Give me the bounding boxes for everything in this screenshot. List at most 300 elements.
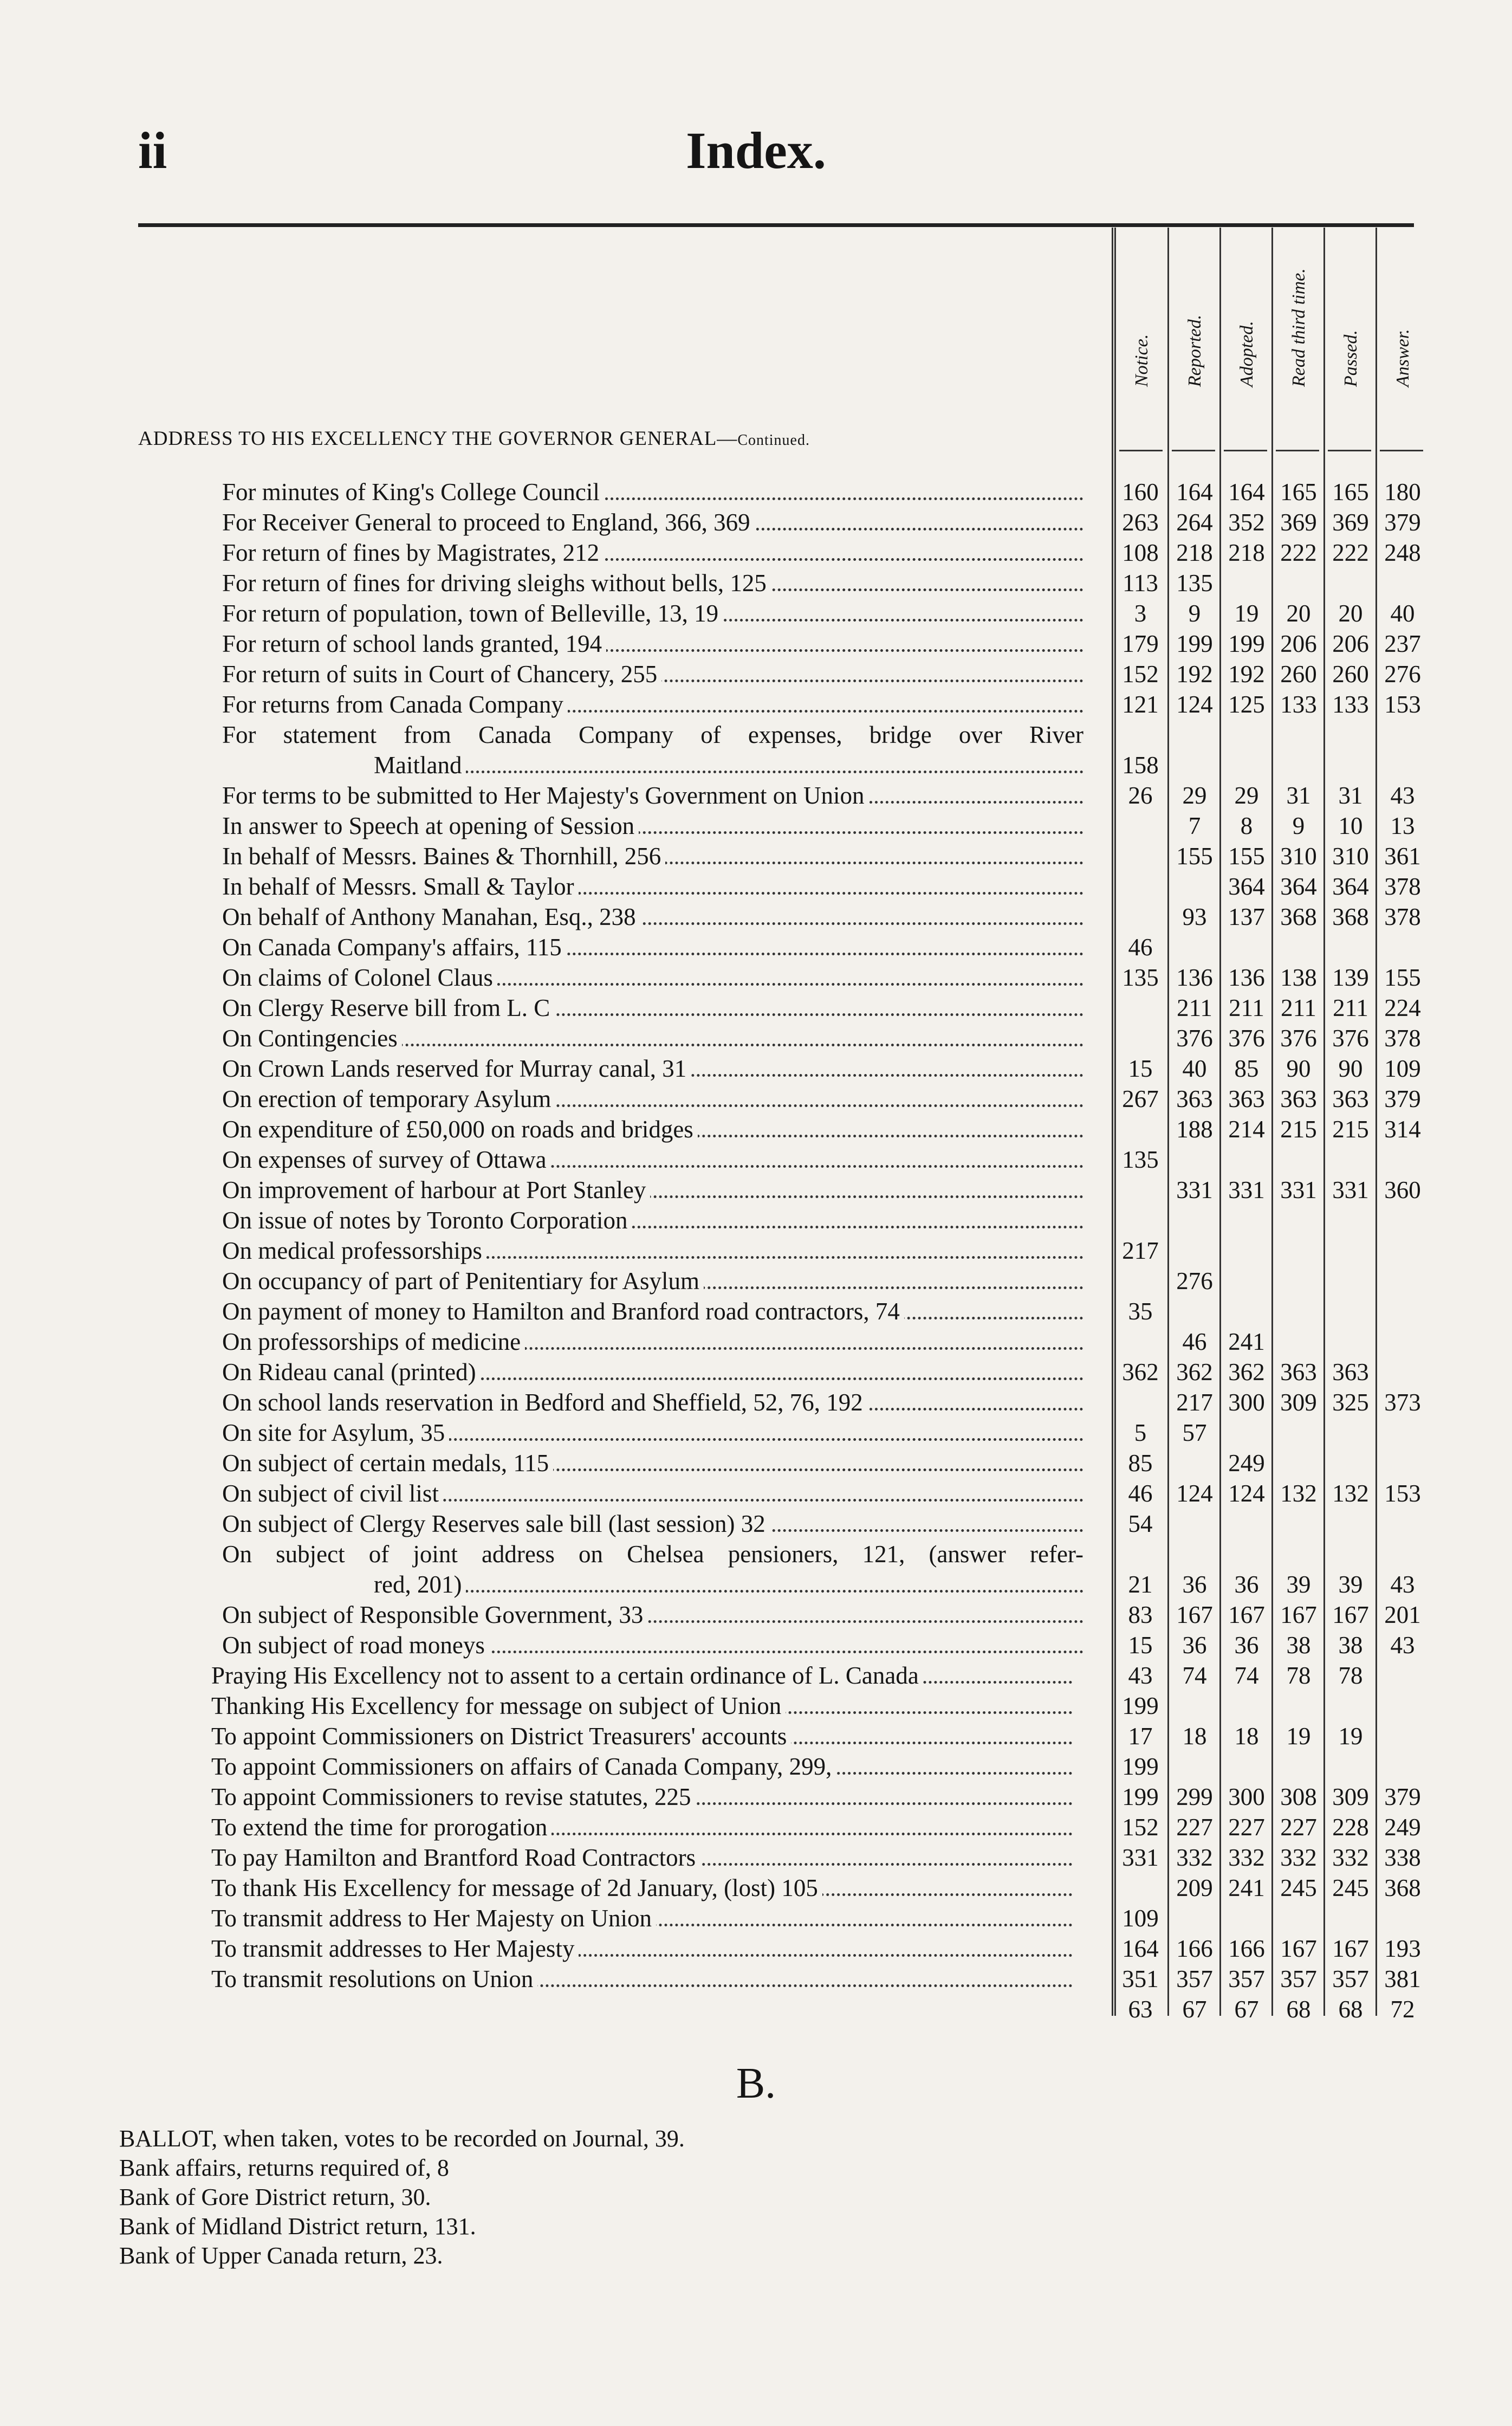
section-b-heading: B. — [736, 2060, 776, 2107]
page-ref-cell: 136 — [1176, 964, 1213, 991]
entry-text: For return of population, town of Belleville, 13, 19 — [222, 600, 723, 627]
table-row — [0, 1903, 1512, 1933]
page-ref-cell: 36 — [1182, 1571, 1207, 1598]
page-ref-cell: 363 — [1332, 1358, 1369, 1386]
page-ref-cell: 29 — [1234, 782, 1259, 809]
entry-description — [222, 841, 1083, 871]
page-ref-cell: 260 — [1280, 661, 1317, 688]
page-ref-cell: 379 — [1384, 509, 1421, 536]
page-ref-cell: 5 — [1134, 1419, 1147, 1446]
page-ref-cell: 241 — [1228, 1874, 1265, 1901]
page-ref-cell: 124 — [1176, 1480, 1213, 1507]
page-ref-cell: 36 — [1234, 1632, 1259, 1659]
page-ref-cell: 224 — [1384, 994, 1421, 1021]
entry-description — [211, 1751, 1073, 1782]
page-ref-cell: 68 — [1286, 1996, 1311, 2023]
page-ref-cell: 376 — [1280, 1025, 1317, 1052]
page-ref-cell: 78 — [1286, 1662, 1311, 1689]
entry-text: To appoint Commissioners on affairs of Canada Company, 299, — [211, 1753, 836, 1780]
page-ref-cell: 325 — [1332, 1389, 1369, 1416]
page-ref-cell: 215 — [1280, 1116, 1317, 1143]
page-ref-cell: 363 — [1228, 1085, 1265, 1112]
table-row — [0, 1084, 1512, 1114]
table-row — [0, 1478, 1512, 1509]
entry-description — [222, 598, 1083, 629]
page-ref-cell: 276 — [1176, 1267, 1213, 1295]
entry-text: To transmit resolutions on Union — [211, 1965, 537, 1992]
page-ref-cell: 368 — [1384, 1874, 1421, 1901]
table-row — [0, 1327, 1512, 1357]
page-ref-cell: 167 — [1280, 1601, 1317, 1628]
entry-text: On expenditure of £50,000 on roads and bridges — [222, 1116, 698, 1143]
section-continued: Continued. — [737, 432, 810, 449]
page-ref-cell: 39 — [1286, 1571, 1311, 1598]
page-ref-cell: 376 — [1228, 1025, 1265, 1052]
entry-description — [222, 811, 1083, 841]
page-ref-cell: 199 — [1122, 1753, 1159, 1780]
page-ref-cell: 214 — [1228, 1116, 1265, 1143]
table-row — [0, 1053, 1512, 1084]
page-ref-cell: 21 — [1128, 1571, 1153, 1598]
page-ref-cell: 83 — [1128, 1601, 1153, 1628]
page-ref-cell: 206 — [1332, 630, 1369, 657]
column-header-passed: Passed. — [1341, 330, 1361, 387]
entry-text: Thanking His Excellency for message on subject of Union — [211, 1692, 786, 1719]
entry-description — [222, 1235, 1083, 1266]
page-ref-cell: 135 — [1122, 1146, 1159, 1173]
table-row — [0, 507, 1512, 538]
page-ref-cell: 357 — [1332, 1965, 1369, 1992]
page-ref-cell: 300 — [1228, 1783, 1265, 1810]
page-ref-cell: 15 — [1128, 1055, 1153, 1082]
page-ref-cell: 135 — [1176, 570, 1213, 597]
table-row — [0, 538, 1512, 568]
page-ref-cell: 54 — [1128, 1510, 1153, 1537]
page-ref-cell: 133 — [1280, 691, 1317, 718]
page-ref-cell: 245 — [1280, 1874, 1317, 1901]
table-row — [0, 1175, 1512, 1205]
page-ref-cell: 3 — [1134, 600, 1147, 627]
table-row — [0, 1964, 1512, 1994]
page-ref-cell: 90 — [1338, 1055, 1363, 1082]
page-ref-cell: 113 — [1122, 570, 1158, 597]
page-ref-cell: 364 — [1280, 873, 1317, 900]
table-row — [0, 1114, 1512, 1144]
page-ref-cell: 63 — [1128, 1996, 1153, 2023]
page-ref-cell: 155 — [1176, 843, 1213, 870]
page-ref-cell: 222 — [1332, 539, 1369, 566]
page-ref-cell: 332 — [1176, 1844, 1213, 1871]
page-ref-cell: 38 — [1338, 1632, 1363, 1659]
page-ref-cell: 338 — [1384, 1844, 1421, 1871]
page-ref-cell: 57 — [1182, 1419, 1207, 1446]
page-ref-cell: 46 — [1128, 1480, 1153, 1507]
table-row — [0, 811, 1512, 841]
page-ref-cell: 165 — [1332, 478, 1369, 506]
page-ref-cell: 166 — [1228, 1935, 1265, 1962]
page-ref-cell: 363 — [1280, 1358, 1317, 1386]
entry-text: To transmit address to Her Majesty on Union — [211, 1905, 656, 1932]
entry-description — [222, 568, 1083, 598]
entry-text: On subject of road moneys — [222, 1632, 489, 1659]
entry-description — [222, 1114, 1083, 1144]
page-ref-cell: 36 — [1234, 1571, 1259, 1598]
page-ref-cell: 93 — [1182, 903, 1207, 930]
column-header-answer: Answer. — [1393, 329, 1413, 387]
table-row — [0, 689, 1512, 720]
page-ref-cell: 13 — [1390, 812, 1415, 839]
entry-description — [222, 507, 1083, 538]
table-row — [0, 1296, 1512, 1327]
page-ref-cell: 167 — [1176, 1601, 1213, 1628]
page-ref-cell: 373 — [1384, 1389, 1421, 1416]
table-row — [0, 598, 1512, 629]
table-row — [0, 1509, 1512, 1539]
page-ref-cell: 199 — [1122, 1692, 1159, 1719]
page-ref-cell: 125 — [1228, 691, 1265, 718]
page-ref-cell: 74 — [1182, 1662, 1207, 1689]
page-ref-cell: 67 — [1182, 1996, 1207, 2023]
page-ref-cell: 18 — [1234, 1723, 1259, 1750]
page-ref-cell: 227 — [1176, 1814, 1213, 1841]
entry-description — [222, 993, 1083, 1023]
page-ref-cell: 68 — [1338, 1996, 1363, 2023]
page-ref-cell: 18 — [1182, 1723, 1207, 1750]
page-ref-cell: 160 — [1122, 478, 1159, 506]
page-ref-cell: 308 — [1280, 1783, 1317, 1810]
page-ref-cell: 19 — [1234, 600, 1259, 627]
page-ref-cell: 363 — [1280, 1085, 1317, 1112]
entry-text: In behalf of Messrs. Baines & Thornhill, 256 — [222, 843, 665, 870]
page-ref-cell: 166 — [1176, 1935, 1213, 1962]
page-ref-cell: 10 — [1338, 812, 1363, 839]
table-row — [0, 568, 1512, 598]
table-row — [0, 1842, 1512, 1873]
entry-description — [211, 1873, 1073, 1903]
table-row — [0, 780, 1512, 811]
entry-description — [222, 1084, 1083, 1114]
page-ref-cell: 9 — [1188, 600, 1201, 627]
page-ref-cell: 310 — [1280, 843, 1317, 870]
page-ref-cell: 85 — [1234, 1055, 1259, 1082]
table-row — [0, 1782, 1512, 1812]
section-title: ADDRESS TO HIS EXCELLENCY THE GOVERNOR GENERAL— — [138, 428, 738, 450]
entry-description — [222, 1023, 1083, 1053]
page-ref-cell: 357 — [1228, 1965, 1265, 1992]
page-ref-cell: 155 — [1384, 964, 1421, 991]
entry-description — [211, 1964, 1073, 1994]
entry-description — [222, 1296, 1083, 1327]
page-ref-cell: 85 — [1128, 1450, 1153, 1477]
page-ref-cell: 263 — [1122, 509, 1159, 536]
page-ref-cell: 217 — [1122, 1237, 1159, 1264]
entry-text: On professorships of medicine — [222, 1328, 525, 1355]
entry-description — [222, 538, 1083, 568]
page-ref-cell: 211 — [1177, 994, 1212, 1021]
table-row — [0, 1751, 1512, 1782]
page-ref-cell: 331 — [1176, 1176, 1213, 1204]
entry-text: For statement from Canada Company of expenses, bridge over River — [222, 721, 1083, 748]
page-ref-cell: 164 — [1228, 478, 1265, 506]
entry-description — [222, 1144, 1083, 1175]
table-row — [0, 1235, 1512, 1266]
entry-description — [222, 1630, 1083, 1660]
page-ref-cell: 20 — [1286, 600, 1311, 627]
page-ref-cell: 121 — [1122, 691, 1159, 718]
page-ref-cell: 158 — [1122, 752, 1159, 779]
table-row — [0, 1023, 1512, 1053]
table-row — [0, 1600, 1512, 1630]
column-header-adopted: Adopted. — [1237, 321, 1257, 387]
entry-text: On payment of money to Hamilton and Branford road contractors, 74 — [222, 1298, 904, 1325]
page-ref-cell: 332 — [1332, 1844, 1369, 1871]
entry-text: In behalf of Messrs. Small & Taylor — [222, 873, 579, 900]
page-ref-cell: 132 — [1332, 1480, 1369, 1507]
page-ref-cell: 264 — [1176, 509, 1213, 536]
page-ref-cell: 15 — [1128, 1632, 1153, 1659]
page-ref-cell: 227 — [1228, 1814, 1265, 1841]
entry-text: For return of suits in Court of Chancery, 255 — [222, 661, 661, 688]
entry-text-continuation: red, 201) — [374, 1571, 466, 1598]
entry-description — [222, 1600, 1083, 1630]
page-ref-cell: 35 — [1128, 1298, 1153, 1325]
table-row — [0, 841, 1512, 871]
page-ref-cell: 364 — [1332, 873, 1369, 900]
table-row — [0, 629, 1512, 659]
page-ref-cell: 139 — [1332, 964, 1369, 991]
page-ref-cell: 9 — [1292, 812, 1305, 839]
entry-text: On site for Asylum, 35 — [222, 1419, 449, 1446]
entry-text: For Receiver General to proceed to England, 366, 369 — [222, 509, 755, 536]
table-row — [0, 1933, 1512, 1964]
page-ref-cell: 138 — [1280, 964, 1317, 991]
page-ref-cell: 209 — [1176, 1874, 1213, 1901]
list-item: Bank affairs, returns required of, 8 — [119, 2155, 449, 2181]
entry-text: For return of school lands granted, 194 — [222, 630, 606, 657]
page-ref-cell: 43 — [1390, 1632, 1415, 1659]
page-ref-cell: 378 — [1384, 1025, 1421, 1052]
page-ref-cell: 362 — [1122, 1358, 1159, 1386]
page-ref-cell: 153 — [1384, 1480, 1421, 1507]
entry-description — [222, 659, 1083, 689]
page-ref-cell: 39 — [1338, 1571, 1363, 1598]
page-ref-cell: 153 — [1384, 691, 1421, 718]
page-ref-cell: 217 — [1176, 1389, 1213, 1416]
page-ref-cell: 241 — [1228, 1328, 1265, 1355]
entry-description — [222, 902, 1083, 932]
page-ref-cell: 167 — [1280, 1935, 1317, 1962]
table-row — [0, 871, 1512, 902]
page-ref-cell: 211 — [1333, 994, 1368, 1021]
entry-description — [222, 1509, 1083, 1539]
entry-description — [211, 1903, 1073, 1933]
page-ref-cell: 72 — [1390, 1996, 1415, 2023]
page-ref-cell: 164 — [1176, 478, 1213, 506]
page-ref-cell: 46 — [1182, 1328, 1207, 1355]
page-ref-cell: 332 — [1280, 1844, 1317, 1871]
entry-description — [222, 1387, 1083, 1418]
table-row — [0, 720, 1512, 780]
page-ref-cell: 8 — [1240, 812, 1253, 839]
entry-description — [222, 1357, 1083, 1387]
page-number: ii — [138, 121, 167, 179]
table-row — [0, 1994, 1512, 2024]
entry-text: On subject of civil list — [222, 1480, 443, 1507]
page-ref-cell: 300 — [1228, 1389, 1265, 1416]
entry-text: To transmit addresses to Her Majesty — [211, 1935, 579, 1962]
page-ref-cell: 193 — [1384, 1935, 1421, 1962]
page-ref-cell: 368 — [1332, 903, 1369, 930]
column-header-reported: Reported. — [1185, 314, 1205, 387]
table-row — [0, 1418, 1512, 1448]
table-row — [0, 1448, 1512, 1478]
entry-description — [222, 780, 1083, 811]
page-ref-cell: 31 — [1338, 782, 1363, 809]
page-ref-cell: 36 — [1182, 1632, 1207, 1659]
entry-description — [211, 1721, 1073, 1751]
table-row — [0, 1660, 1512, 1691]
page-ref-cell: 179 — [1122, 630, 1159, 657]
page-ref-cell: 332 — [1228, 1844, 1265, 1871]
entry-text: On Clergy Reserve bill from L. C — [222, 994, 554, 1021]
page-ref-cell: 46 — [1128, 934, 1153, 961]
page-ref-cell: 227 — [1280, 1814, 1317, 1841]
page-ref-cell: 67 — [1234, 1996, 1259, 2023]
page-ref-cell: 199 — [1228, 630, 1265, 657]
page-ref-cell: 309 — [1280, 1389, 1317, 1416]
table-row — [0, 993, 1512, 1023]
page-ref-cell: 381 — [1384, 1965, 1421, 1992]
page-ref-cell: 248 — [1384, 539, 1421, 566]
entry-text: On Crown Lands reserved for Murray canal, 31 — [222, 1055, 691, 1082]
page-ref-cell: 43 — [1390, 1571, 1415, 1598]
entry-text: On claims of Colonel Claus — [222, 964, 497, 991]
table-row — [0, 1630, 1512, 1660]
entry-text: On medical professorships — [222, 1237, 486, 1264]
page-ref-cell: 124 — [1228, 1480, 1265, 1507]
page-ref-cell: 378 — [1384, 903, 1421, 930]
column-rule — [1119, 450, 1163, 451]
page-ref-cell: 152 — [1122, 661, 1159, 688]
entry-description — [211, 1660, 1073, 1691]
table-row — [0, 659, 1512, 689]
entry-description — [211, 1933, 1073, 1964]
page-ref-cell: 376 — [1332, 1025, 1369, 1052]
page-ref-cell: 352 — [1228, 509, 1265, 536]
page-ref-cell: 378 — [1384, 873, 1421, 900]
entry-description — [222, 1205, 1083, 1235]
entry-text: On Canada Company's affairs, 115 — [222, 934, 566, 961]
entry-description — [211, 1691, 1073, 1721]
entry-description — [222, 1053, 1083, 1084]
page-ref-cell: 109 — [1384, 1055, 1421, 1082]
page-ref-cell: 362 — [1176, 1358, 1213, 1386]
table-row — [0, 477, 1512, 507]
entry-text: On school lands reservation in Bedford and Sheffield, 52, 76, 192 — [222, 1389, 867, 1416]
page-ref-cell: 19 — [1338, 1723, 1363, 1750]
page-ref-cell: 249 — [1384, 1814, 1421, 1841]
table-row — [0, 1205, 1512, 1235]
page-ref-cell: 249 — [1228, 1450, 1265, 1477]
page-ref-cell: 363 — [1332, 1085, 1369, 1112]
page-ref-cell: 40 — [1182, 1055, 1207, 1082]
table-row — [0, 1812, 1512, 1842]
entry-text: On Rideau canal (printed) — [222, 1358, 481, 1386]
page-ref-cell: 167 — [1332, 1935, 1369, 1962]
section-heading — [138, 427, 810, 450]
entry-text: To appoint Commissioners on District Treasurers' accounts — [211, 1723, 791, 1750]
page-ref-cell: 29 — [1182, 782, 1207, 809]
table-row — [0, 962, 1512, 993]
page-ref-cell: 218 — [1228, 539, 1265, 566]
table-row — [0, 1721, 1512, 1751]
page-ref-cell: 108 — [1122, 539, 1159, 566]
table-row — [0, 1387, 1512, 1418]
table-row — [0, 902, 1512, 932]
page-ref-cell: 222 — [1280, 539, 1317, 566]
table-row — [0, 1357, 1512, 1387]
page-ref-cell: 192 — [1176, 661, 1213, 688]
page-ref-cell: 206 — [1280, 630, 1317, 657]
page-ref-cell: 136 — [1228, 964, 1265, 991]
page-ref-cell: 90 — [1286, 1055, 1311, 1082]
page-ref-cell: 152 — [1122, 1814, 1159, 1841]
table-row — [0, 1144, 1512, 1175]
entry-text: On subject of certain medals, 115 — [222, 1450, 553, 1477]
page-ref-cell: 78 — [1338, 1662, 1363, 1689]
page-ref-cell: 368 — [1280, 903, 1317, 930]
table-row — [0, 1266, 1512, 1296]
entry-description — [222, 1175, 1083, 1205]
list-item: Bank of Midland District return, 131. — [119, 2213, 476, 2240]
page-ref-cell: 357 — [1176, 1965, 1213, 1992]
page-ref-cell: 310 — [1332, 843, 1369, 870]
page-ref-cell: 364 — [1228, 873, 1265, 900]
entry-text: To extend the time for prorogation — [211, 1814, 551, 1841]
page-ref-cell: 188 — [1176, 1116, 1213, 1143]
list-item: BALLOT, when taken, votes to be recorded on Journal, 39. — [119, 2125, 685, 2152]
entry-text: On issue of notes by Toronto Corporation — [222, 1207, 632, 1234]
page-ref-cell: 360 — [1384, 1176, 1421, 1204]
page-ref-cell: 199 — [1122, 1783, 1159, 1810]
table-row — [0, 1873, 1512, 1903]
page-ref-cell: 109 — [1122, 1905, 1159, 1932]
entry-description — [222, 932, 1083, 962]
page-ref-cell: 351 — [1122, 1965, 1159, 1992]
entry-text: To pay Hamilton and Brantford Road Contractors — [211, 1844, 700, 1871]
page-ref-cell: 215 — [1332, 1116, 1369, 1143]
page-ref-cell: 155 — [1228, 843, 1265, 870]
page-title: Index. — [686, 121, 826, 179]
header-rule — [138, 223, 1414, 227]
entry-text: To appoint Commissioners to revise statutes, 225 — [211, 1783, 696, 1810]
page-ref-cell: 43 — [1128, 1662, 1153, 1689]
entry-text: On improvement of harbour at Port Stanley — [222, 1176, 650, 1204]
entry-description — [222, 1266, 1083, 1296]
column-rule — [1276, 450, 1319, 451]
entry-description — [222, 629, 1083, 659]
page-ref-cell: 211 — [1229, 994, 1264, 1021]
page-ref-cell: 40 — [1390, 600, 1415, 627]
entry-description — [222, 720, 1083, 780]
entry-description — [211, 1842, 1073, 1873]
page-ref-cell: 192 — [1228, 661, 1265, 688]
entry-description — [222, 1418, 1083, 1448]
entry-text: In answer to Speech at opening of Session — [222, 812, 639, 839]
page-ref-cell: 331 — [1228, 1176, 1265, 1204]
page-ref-cell: 43 — [1390, 782, 1415, 809]
page-ref-cell: 331 — [1122, 1844, 1159, 1871]
